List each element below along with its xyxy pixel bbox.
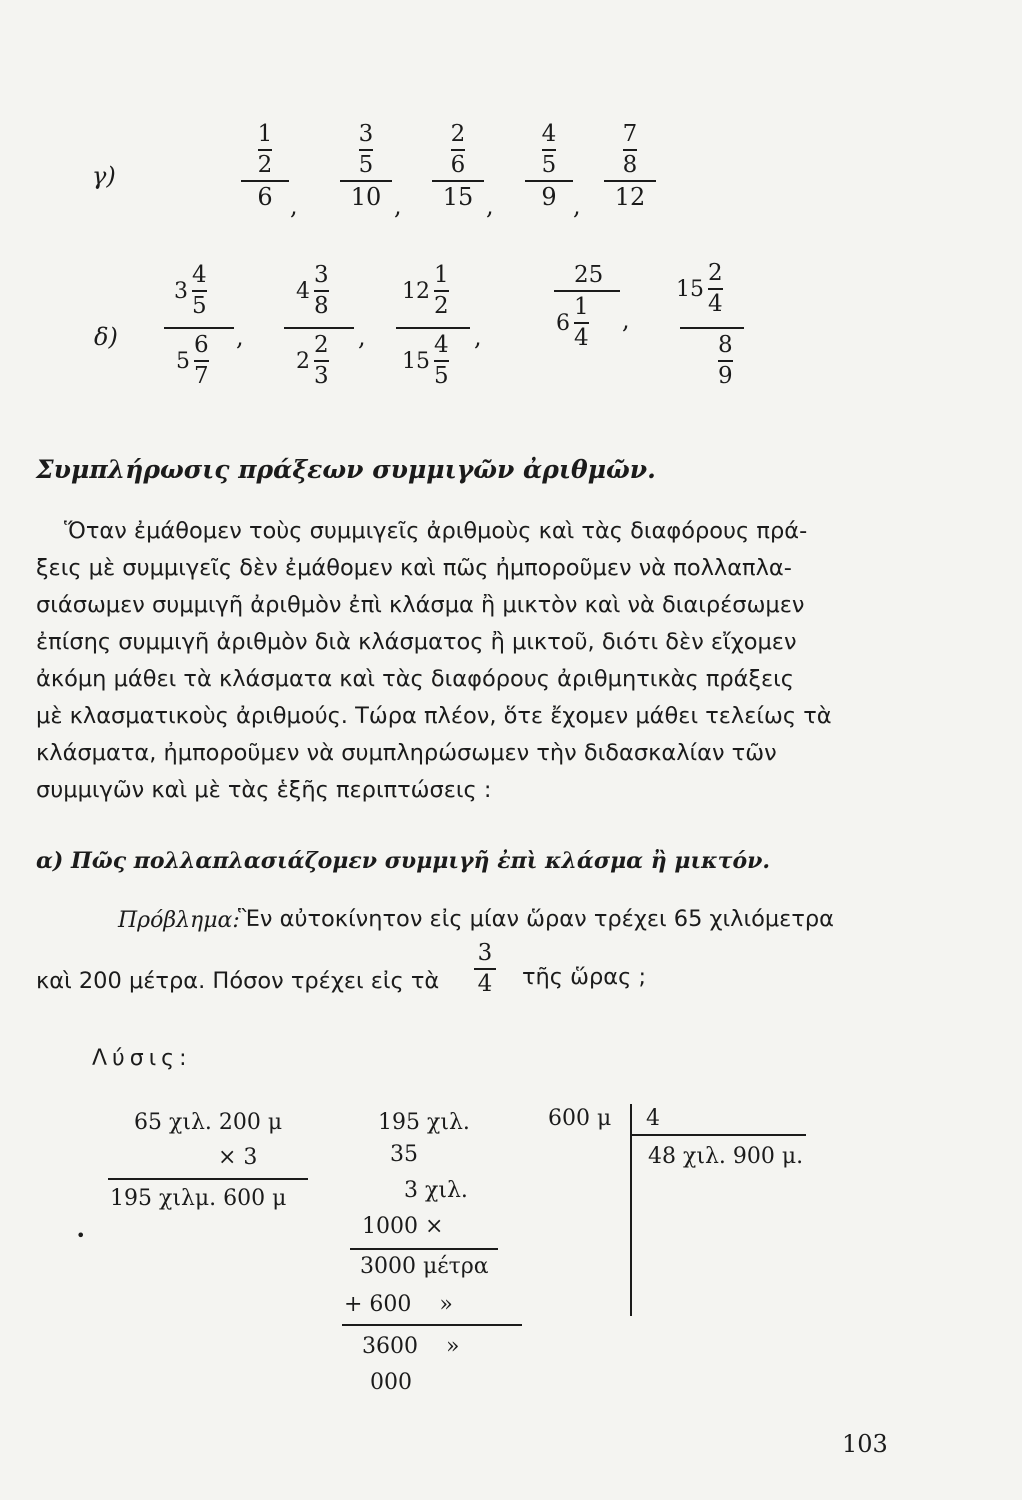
- calc-rule: [108, 1178, 308, 1180]
- fraction-bar: [164, 327, 234, 329]
- problem-fraction: 3 4: [474, 942, 496, 996]
- div-step: 3000 μέτρα: [360, 1254, 489, 1279]
- section-title: Συμπλήρωσις πράξεων συμμιγῶν ἀριθμῶν.: [36, 455, 656, 484]
- inner-fraction: $\frac{2}{6}$: [450, 121, 466, 178]
- exercise-g-label: γ): [92, 162, 116, 190]
- mult-line: × 3: [218, 1145, 258, 1170]
- exercise-d-label: δ): [94, 323, 118, 351]
- problem-label: Πρόβλημα:: [118, 908, 240, 933]
- paragraph-line: ἀκόμη μάθει τὰ κλάσματα καὶ τὰς διαφόρους ἀριθμητικὰς πράξεις: [36, 666, 795, 692]
- compound-fraction: $\frac{7}{8}$ 12: [604, 123, 656, 209]
- mult-line: 65 χιλ. 200 μ: [134, 1110, 283, 1135]
- fraction-bar: [396, 327, 470, 329]
- problem-text: τῆς ὥρας ;: [522, 964, 647, 990]
- div-step: + 600 »: [344, 1292, 453, 1317]
- fraction-bar: [680, 327, 744, 329]
- mixed-number: 15 $\frac{2}{4}$: [676, 260, 723, 317]
- bullet-mark: •: [76, 1226, 86, 1245]
- compound-fraction: $\frac{3}{5}$ 10: [340, 123, 392, 209]
- numerator: 25: [574, 262, 604, 288]
- div-step: 1000 ×: [362, 1214, 444, 1239]
- div-step: 000: [370, 1370, 412, 1395]
- fraction-bar: [554, 290, 620, 292]
- mixed-number: 12 $\frac{1}{2}$: [402, 262, 449, 319]
- inner-fraction: $\frac{1}{2}$: [257, 121, 273, 178]
- div-dividend: 195 χιλ.: [378, 1110, 470, 1135]
- fraction: 8 9: [718, 332, 733, 389]
- division-rule: [630, 1134, 806, 1136]
- paragraph-line: ἐπίσης συμμιγῆ ἀριθμὸν διὰ κλάσματος ἢ μικτοῦ, διότι δὲν εἴχομεν: [36, 629, 797, 655]
- paragraph-line: ξεις μὲ συμμιγεῖς δὲν ἐμάθομεν καὶ πῶς ἠμποροῦμεν νὰ πολλαπλα-: [36, 555, 792, 581]
- mixed-number: 15 $\frac{4}{5}$: [402, 332, 449, 389]
- compound-fraction: $\frac{1}{2}$ 6: [241, 123, 289, 209]
- calc-rule: [342, 1324, 522, 1326]
- problem-text: καὶ 200 μέτρα. Πόσον τρέχει εἰς τὰ: [36, 968, 440, 994]
- mixed-number: 5 $\frac{6}{7}$: [176, 332, 209, 389]
- mixed-number: 3 $\frac{4}{5}$: [174, 262, 207, 319]
- mixed-number: 2 $\frac{2}{3}$: [296, 332, 329, 389]
- compound-fraction: $\frac{4}{5}$ 9: [525, 123, 573, 209]
- div-dividend: 600 μ: [548, 1106, 612, 1131]
- calc-rule: [350, 1248, 498, 1250]
- paragraph-line: συμμιγῶν καὶ μὲ τὰς ἑξῆς περιπτώσεις :: [36, 777, 492, 803]
- inner-fraction: $\frac{3}{5}$: [358, 121, 374, 178]
- div-step: 35: [390, 1142, 418, 1167]
- mult-result: 195 χιλμ. 600 μ: [110, 1186, 287, 1211]
- problem-text: Ἓν αὐτοκίνητον εἰς μίαν ὥραν τρέχει 65 χιλιόμετρα: [238, 906, 834, 932]
- paragraph-line: μὲ κλασματικοὺς ἀριθμούς. Τώρα πλέον, ὅτε ἔχομεν μάθει τελείως τὰ: [36, 703, 832, 729]
- solution-label: Λύσις:: [92, 1046, 192, 1071]
- paragraph-line: Ὅταν ἐμάθομεν τοὺς συμμιγεῖς ἀριθμοὺς καὶ τὰς διαφόρους πρά-: [64, 518, 808, 544]
- div-step: 3600 »: [362, 1334, 460, 1359]
- div-step: 3 χιλ.: [404, 1178, 468, 1203]
- mixed-number: 6 $\frac{1}{4}$: [556, 294, 589, 351]
- inner-fraction: $\frac{7}{8}$: [622, 121, 638, 178]
- paragraph-line: κλάσματα, ἠμποροῦμεν νὰ συμπληρώσωμεν τὴν διδασκαλίαν τῶν: [36, 740, 777, 766]
- page-number: 103: [842, 1430, 888, 1458]
- div-quotient: 48 χιλ. 900 μ.: [648, 1144, 804, 1169]
- paragraph-line: σιάσωμεν συμμιγῆ ἀριθμὸν ἐπὶ κλάσμα ἢ μικτὸν καὶ νὰ διαιρέσωμεν: [36, 592, 805, 618]
- compound-fraction: $\frac{2}{6}$ 15: [432, 123, 484, 209]
- subsection-title: α) Πῶς πολλαπλασιάζομεν συμμιγῆ ἐπὶ κλάσμα ἢ μικτόν.: [36, 848, 771, 874]
- inner-fraction: $\frac{4}{5}$: [541, 121, 557, 178]
- fraction-bar: [284, 327, 354, 329]
- div-divisor: 4: [646, 1106, 660, 1131]
- mixed-number: 4 $\frac{3}{8}$: [296, 262, 329, 319]
